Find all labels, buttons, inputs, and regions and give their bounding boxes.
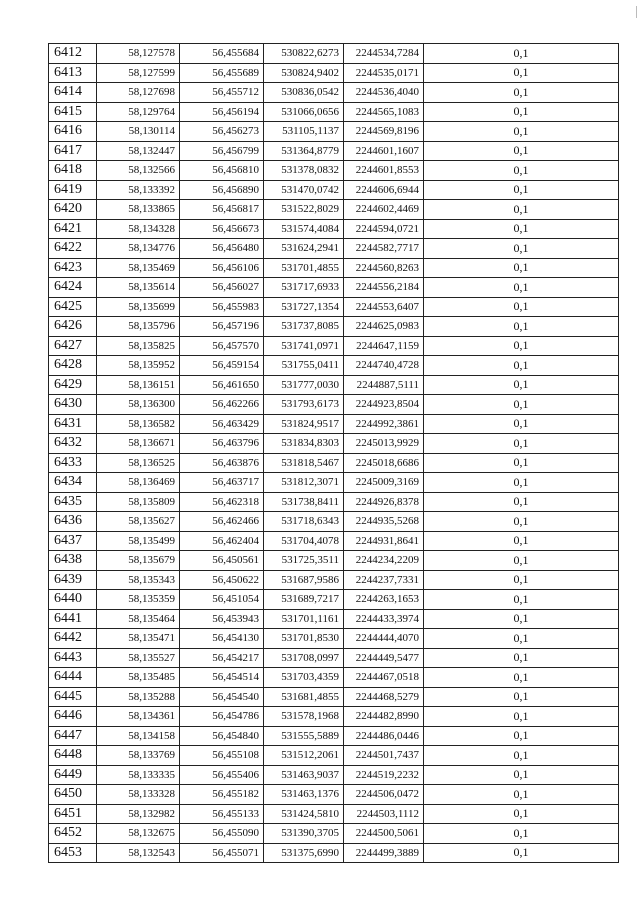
accuracy-cell: 0,1: [424, 434, 619, 454]
coord-b-cell: 56,451054: [180, 590, 264, 610]
coord-x-cell: 530822,6273: [264, 44, 344, 64]
point-number-cell: 6414: [49, 83, 97, 103]
coord-b-cell: 56,456817: [180, 200, 264, 220]
point-number-cell: 6438: [49, 551, 97, 571]
coord-y-cell: 2244519,2232: [344, 765, 424, 785]
coord-x-cell: 531701,4855: [264, 258, 344, 278]
accuracy-cell: 0,1: [424, 531, 619, 551]
coord-a-cell: 58,135527: [97, 648, 180, 668]
coord-b-cell: 56,455684: [180, 44, 264, 64]
coord-a-cell: 58,135471: [97, 629, 180, 649]
coord-b-cell: 56,462466: [180, 512, 264, 532]
coord-b-cell: 56,462266: [180, 395, 264, 415]
table-row: [49, 375, 619, 395]
coord-y-cell: 2244992,3861: [344, 414, 424, 434]
point-number-cell: 6442: [49, 629, 97, 649]
point-number-cell: 6444: [49, 668, 97, 688]
coord-y-cell: 2244263,1653: [344, 590, 424, 610]
coord-y-cell: 2244534,7284: [344, 44, 424, 64]
coord-y-cell: 2244503,1112: [344, 804, 424, 824]
table-row: [49, 278, 619, 298]
coord-y-cell: 2244468,5279: [344, 687, 424, 707]
coord-y-cell: 2244237,7331: [344, 570, 424, 590]
accuracy-cell: 0,1: [424, 141, 619, 161]
coordinates-table: [48, 43, 619, 863]
point-number-cell: 6433: [49, 453, 97, 473]
coord-b-cell: 56,450561: [180, 551, 264, 571]
table-row: [49, 44, 619, 64]
coord-a-cell: 58,130114: [97, 122, 180, 142]
coord-b-cell: 56,454514: [180, 668, 264, 688]
accuracy-cell: 0,1: [424, 395, 619, 415]
point-number-cell: 6439: [49, 570, 97, 590]
coord-y-cell: 2244887,5111: [344, 375, 424, 395]
accuracy-cell: 0,1: [424, 473, 619, 493]
coord-x-cell: 531725,3511: [264, 551, 344, 571]
accuracy-cell: 0,1: [424, 180, 619, 200]
point-number-cell: 6412: [49, 44, 97, 64]
point-number-cell: 6450: [49, 785, 97, 805]
coord-y-cell: 2244602,4469: [344, 200, 424, 220]
coord-y-cell: 2244536,4040: [344, 83, 424, 103]
coord-b-cell: 56,457196: [180, 317, 264, 337]
coord-b-cell: 56,461650: [180, 375, 264, 395]
accuracy-cell: 0,1: [424, 317, 619, 337]
coord-x-cell: 531364,8779: [264, 141, 344, 161]
coord-y-cell: 2244935,5268: [344, 512, 424, 532]
table-row: [49, 609, 619, 629]
table-row: [49, 83, 619, 103]
accuracy-cell: 0,1: [424, 804, 619, 824]
table-row: [49, 434, 619, 454]
coord-y-cell: 2244923,8504: [344, 395, 424, 415]
coord-a-cell: 58,135469: [97, 258, 180, 278]
coord-x-cell: 531793,6173: [264, 395, 344, 415]
accuracy-cell: 0,1: [424, 765, 619, 785]
point-number-cell: 6423: [49, 258, 97, 278]
table-row: [49, 531, 619, 551]
coord-x-cell: 531708,0997: [264, 648, 344, 668]
table-row: [49, 297, 619, 317]
coordinates-table-body: [49, 44, 619, 863]
coord-b-cell: 56,454786: [180, 707, 264, 727]
table-row: [49, 570, 619, 590]
coord-a-cell: 58,135288: [97, 687, 180, 707]
coord-x-cell: 531624,2941: [264, 239, 344, 259]
coord-x-cell: 531703,4359: [264, 668, 344, 688]
point-number-cell: 6435: [49, 492, 97, 512]
point-number-cell: 6425: [49, 297, 97, 317]
coord-x-cell: 531555,5889: [264, 726, 344, 746]
coord-a-cell: 58,135796: [97, 317, 180, 337]
coord-y-cell: 2244556,2184: [344, 278, 424, 298]
table-row: [49, 102, 619, 122]
coord-a-cell: 58,136671: [97, 434, 180, 454]
table-row: [49, 687, 619, 707]
coord-b-cell: 56,455090: [180, 824, 264, 844]
coord-a-cell: 58,133769: [97, 746, 180, 766]
accuracy-cell: 0,1: [424, 297, 619, 317]
coord-x-cell: 531689,7217: [264, 590, 344, 610]
table-row: [49, 843, 619, 863]
coord-y-cell: 2244482,8990: [344, 707, 424, 727]
table-row: [49, 200, 619, 220]
accuracy-cell: 0,1: [424, 44, 619, 64]
accuracy-cell: 0,1: [424, 570, 619, 590]
accuracy-cell: 0,1: [424, 414, 619, 434]
point-number-cell: 6446: [49, 707, 97, 727]
coord-b-cell: 56,456106: [180, 258, 264, 278]
coord-a-cell: 58,135627: [97, 512, 180, 532]
coord-x-cell: 531578,1968: [264, 707, 344, 727]
coord-y-cell: 2244444,4070: [344, 629, 424, 649]
coord-a-cell: 58,133392: [97, 180, 180, 200]
coord-b-cell: 56,455108: [180, 746, 264, 766]
coord-a-cell: 58,132566: [97, 161, 180, 181]
coord-a-cell: 58,133865: [97, 200, 180, 220]
table-row: [49, 668, 619, 688]
coord-x-cell: 531522,8029: [264, 200, 344, 220]
coord-a-cell: 58,132447: [97, 141, 180, 161]
coord-y-cell: 2244500,5061: [344, 824, 424, 844]
table-row: [49, 180, 619, 200]
coord-x-cell: 531727,1354: [264, 297, 344, 317]
coord-x-cell: 531741,0971: [264, 336, 344, 356]
coord-a-cell: 58,134361: [97, 707, 180, 727]
table-row: [49, 746, 619, 766]
coord-y-cell: 2244606,6944: [344, 180, 424, 200]
coord-y-cell: 2244553,6407: [344, 297, 424, 317]
table-row: [49, 453, 619, 473]
point-number-cell: 6434: [49, 473, 97, 493]
coord-b-cell: 56,454217: [180, 648, 264, 668]
coord-x-cell: 531424,5810: [264, 804, 344, 824]
coord-y-cell: 2244433,3974: [344, 609, 424, 629]
coord-a-cell: 58,136151: [97, 375, 180, 395]
coord-y-cell: 2244601,8553: [344, 161, 424, 181]
point-number-cell: 6428: [49, 356, 97, 376]
accuracy-cell: 0,1: [424, 843, 619, 863]
coord-a-cell: 58,136300: [97, 395, 180, 415]
coord-x-cell: 531755,0411: [264, 356, 344, 376]
coord-a-cell: 58,134776: [97, 239, 180, 259]
accuracy-cell: 0,1: [424, 648, 619, 668]
coord-b-cell: 56,450622: [180, 570, 264, 590]
table-row: [49, 785, 619, 805]
coord-x-cell: 531390,3705: [264, 824, 344, 844]
coord-b-cell: 56,463796: [180, 434, 264, 454]
table-row: [49, 590, 619, 610]
accuracy-cell: 0,1: [424, 219, 619, 239]
accuracy-cell: 0,1: [424, 63, 619, 83]
point-number-cell: 6419: [49, 180, 97, 200]
accuracy-cell: 0,1: [424, 239, 619, 259]
point-number-cell: 6430: [49, 395, 97, 415]
coord-x-cell: 531066,0656: [264, 102, 344, 122]
coord-a-cell: 58,133328: [97, 785, 180, 805]
coord-x-cell: 531701,8530: [264, 629, 344, 649]
coord-a-cell: 58,135464: [97, 609, 180, 629]
point-number-cell: 6431: [49, 414, 97, 434]
point-number-cell: 6418: [49, 161, 97, 181]
accuracy-cell: 0,1: [424, 551, 619, 571]
coord-a-cell: 58,133335: [97, 765, 180, 785]
coord-b-cell: 56,454840: [180, 726, 264, 746]
coord-a-cell: 58,127599: [97, 63, 180, 83]
point-number-cell: 6447: [49, 726, 97, 746]
table-row: [49, 804, 619, 824]
point-number-cell: 6429: [49, 375, 97, 395]
coord-y-cell: 2244234,2209: [344, 551, 424, 571]
point-number-cell: 6441: [49, 609, 97, 629]
table-row: [49, 122, 619, 142]
coord-a-cell: 58,135343: [97, 570, 180, 590]
accuracy-cell: 0,1: [424, 746, 619, 766]
coord-y-cell: 2244647,1159: [344, 336, 424, 356]
coord-a-cell: 58,136469: [97, 473, 180, 493]
table-row: [49, 551, 619, 571]
accuracy-cell: 0,1: [424, 687, 619, 707]
coord-x-cell: 531834,8303: [264, 434, 344, 454]
coord-b-cell: 56,455133: [180, 804, 264, 824]
coord-x-cell: 531812,3071: [264, 473, 344, 493]
accuracy-cell: 0,1: [424, 161, 619, 181]
coord-b-cell: 56,455182: [180, 785, 264, 805]
coord-b-cell: 56,456673: [180, 219, 264, 239]
coord-a-cell: 58,129764: [97, 102, 180, 122]
table-row: [49, 219, 619, 239]
point-number-cell: 6427: [49, 336, 97, 356]
accuracy-cell: 0,1: [424, 453, 619, 473]
table-row: [49, 765, 619, 785]
coord-b-cell: 56,453943: [180, 609, 264, 629]
coord-b-cell: 56,456273: [180, 122, 264, 142]
point-number-cell: 6432: [49, 434, 97, 454]
point-number-cell: 6451: [49, 804, 97, 824]
table-row: [49, 629, 619, 649]
coord-y-cell: 2244506,0472: [344, 785, 424, 805]
coord-a-cell: 58,132543: [97, 843, 180, 863]
coord-y-cell: 2244560,8263: [344, 258, 424, 278]
coord-x-cell: 531375,6990: [264, 843, 344, 863]
point-number-cell: 6424: [49, 278, 97, 298]
point-number-cell: 6445: [49, 687, 97, 707]
coord-x-cell: 531463,1376: [264, 785, 344, 805]
accuracy-cell: 0,1: [424, 512, 619, 532]
coord-x-cell: 531818,5467: [264, 453, 344, 473]
table-row: [49, 824, 619, 844]
coord-b-cell: 56,462318: [180, 492, 264, 512]
coord-x-cell: 531463,9037: [264, 765, 344, 785]
coord-b-cell: 56,463717: [180, 473, 264, 493]
coord-b-cell: 56,455712: [180, 83, 264, 103]
coord-b-cell: 56,463876: [180, 453, 264, 473]
accuracy-cell: 0,1: [424, 102, 619, 122]
coord-y-cell: 2244535,0171: [344, 63, 424, 83]
coord-y-cell: 2244569,8196: [344, 122, 424, 142]
table-row: [49, 356, 619, 376]
table-row: [49, 512, 619, 532]
coord-b-cell: 56,456810: [180, 161, 264, 181]
accuracy-cell: 0,1: [424, 785, 619, 805]
coord-y-cell: 2245013,9929: [344, 434, 424, 454]
coord-a-cell: 58,135825: [97, 336, 180, 356]
coord-a-cell: 58,132982: [97, 804, 180, 824]
coord-a-cell: 58,134158: [97, 726, 180, 746]
coord-x-cell: 531704,4078: [264, 531, 344, 551]
point-number-cell: 6422: [49, 239, 97, 259]
table-row: [49, 317, 619, 337]
coord-x-cell: 530824,9402: [264, 63, 344, 83]
accuracy-cell: 0,1: [424, 122, 619, 142]
point-number-cell: 6440: [49, 590, 97, 610]
coord-b-cell: 56,456194: [180, 102, 264, 122]
coord-x-cell: 531777,0030: [264, 375, 344, 395]
coord-y-cell: 2244501,7437: [344, 746, 424, 766]
point-number-cell: 6448: [49, 746, 97, 766]
coord-x-cell: 531687,9586: [264, 570, 344, 590]
point-number-cell: 6417: [49, 141, 97, 161]
coord-a-cell: 58,135614: [97, 278, 180, 298]
point-number-cell: 6449: [49, 765, 97, 785]
coord-a-cell: 58,136525: [97, 453, 180, 473]
accuracy-cell: 0,1: [424, 609, 619, 629]
accuracy-cell: 0,1: [424, 356, 619, 376]
table-row: [49, 258, 619, 278]
table-row: [49, 161, 619, 181]
coord-y-cell: 2244931,8641: [344, 531, 424, 551]
table-row: [49, 239, 619, 259]
coord-a-cell: 58,135679: [97, 551, 180, 571]
coord-x-cell: 531512,2061: [264, 746, 344, 766]
accuracy-cell: 0,1: [424, 726, 619, 746]
point-number-cell: 6420: [49, 200, 97, 220]
table-row: [49, 726, 619, 746]
table-row: [49, 648, 619, 668]
point-number-cell: 6437: [49, 531, 97, 551]
coord-y-cell: 2244467,0518: [344, 668, 424, 688]
coord-a-cell: 58,135809: [97, 492, 180, 512]
coord-b-cell: 56,455406: [180, 765, 264, 785]
accuracy-cell: 0,1: [424, 83, 619, 103]
coord-b-cell: 56,459154: [180, 356, 264, 376]
coord-a-cell: 58,136582: [97, 414, 180, 434]
point-number-cell: 6453: [49, 843, 97, 863]
coord-b-cell: 56,454130: [180, 629, 264, 649]
accuracy-cell: 0,1: [424, 336, 619, 356]
coord-x-cell: 531717,6933: [264, 278, 344, 298]
coord-b-cell: 56,454540: [180, 687, 264, 707]
accuracy-cell: 0,1: [424, 668, 619, 688]
point-number-cell: 6452: [49, 824, 97, 844]
coord-b-cell: 56,463429: [180, 414, 264, 434]
coord-a-cell: 58,135359: [97, 590, 180, 610]
coord-x-cell: 531470,0742: [264, 180, 344, 200]
coord-a-cell: 58,135952: [97, 356, 180, 376]
point-number-cell: 6421: [49, 219, 97, 239]
coord-b-cell: 56,456890: [180, 180, 264, 200]
coord-b-cell: 56,456799: [180, 141, 264, 161]
table-row: [49, 707, 619, 727]
coord-x-cell: 530836,0542: [264, 83, 344, 103]
scan-edge-mark: [636, 6, 637, 18]
coord-y-cell: 2244625,0983: [344, 317, 424, 337]
point-number-cell: 6436: [49, 512, 97, 532]
accuracy-cell: 0,1: [424, 590, 619, 610]
table-row: [49, 414, 619, 434]
table-row: [49, 141, 619, 161]
point-number-cell: 6416: [49, 122, 97, 142]
coord-y-cell: 2244582,7717: [344, 239, 424, 259]
table-row: [49, 473, 619, 493]
point-number-cell: 6413: [49, 63, 97, 83]
coord-b-cell: 56,457570: [180, 336, 264, 356]
coord-a-cell: 58,134328: [97, 219, 180, 239]
table-row: [49, 492, 619, 512]
coord-y-cell: 2244740,4728: [344, 356, 424, 376]
coord-x-cell: 531824,9517: [264, 414, 344, 434]
coord-x-cell: 531738,8411: [264, 492, 344, 512]
table-row: [49, 395, 619, 415]
coord-b-cell: 56,455071: [180, 843, 264, 863]
coord-a-cell: 58,135699: [97, 297, 180, 317]
table-row: [49, 336, 619, 356]
accuracy-cell: 0,1: [424, 375, 619, 395]
coord-y-cell: 2244499,3889: [344, 843, 424, 863]
coord-y-cell: 2244565,1083: [344, 102, 424, 122]
accuracy-cell: 0,1: [424, 629, 619, 649]
coord-x-cell: 531105,1137: [264, 122, 344, 142]
coord-a-cell: 58,127698: [97, 83, 180, 103]
coord-y-cell: 2244601,1607: [344, 141, 424, 161]
accuracy-cell: 0,1: [424, 824, 619, 844]
point-number-cell: 6426: [49, 317, 97, 337]
coord-b-cell: 56,456480: [180, 239, 264, 259]
coord-y-cell: 2244594,0721: [344, 219, 424, 239]
coord-b-cell: 56,455689: [180, 63, 264, 83]
coord-x-cell: 531574,4084: [264, 219, 344, 239]
coord-a-cell: 58,132675: [97, 824, 180, 844]
coord-x-cell: 531681,4855: [264, 687, 344, 707]
accuracy-cell: 0,1: [424, 492, 619, 512]
coord-b-cell: 56,462404: [180, 531, 264, 551]
coord-y-cell: 2245009,3169: [344, 473, 424, 493]
accuracy-cell: 0,1: [424, 200, 619, 220]
coord-a-cell: 58,127578: [97, 44, 180, 64]
accuracy-cell: 0,1: [424, 278, 619, 298]
coord-y-cell: 2244486,0446: [344, 726, 424, 746]
coord-y-cell: 2244449,5477: [344, 648, 424, 668]
coord-x-cell: 531718,6343: [264, 512, 344, 532]
point-number-cell: 6415: [49, 102, 97, 122]
point-number-cell: 6443: [49, 648, 97, 668]
table-row: [49, 63, 619, 83]
coord-x-cell: 531701,1161: [264, 609, 344, 629]
coord-b-cell: 56,455983: [180, 297, 264, 317]
coord-y-cell: 2245018,6686: [344, 453, 424, 473]
coord-x-cell: 531378,0832: [264, 161, 344, 181]
coord-a-cell: 58,135499: [97, 531, 180, 551]
accuracy-cell: 0,1: [424, 707, 619, 727]
coord-x-cell: 531737,8085: [264, 317, 344, 337]
coord-y-cell: 2244926,8378: [344, 492, 424, 512]
coord-b-cell: 56,456027: [180, 278, 264, 298]
accuracy-cell: 0,1: [424, 258, 619, 278]
coord-a-cell: 58,135485: [97, 668, 180, 688]
